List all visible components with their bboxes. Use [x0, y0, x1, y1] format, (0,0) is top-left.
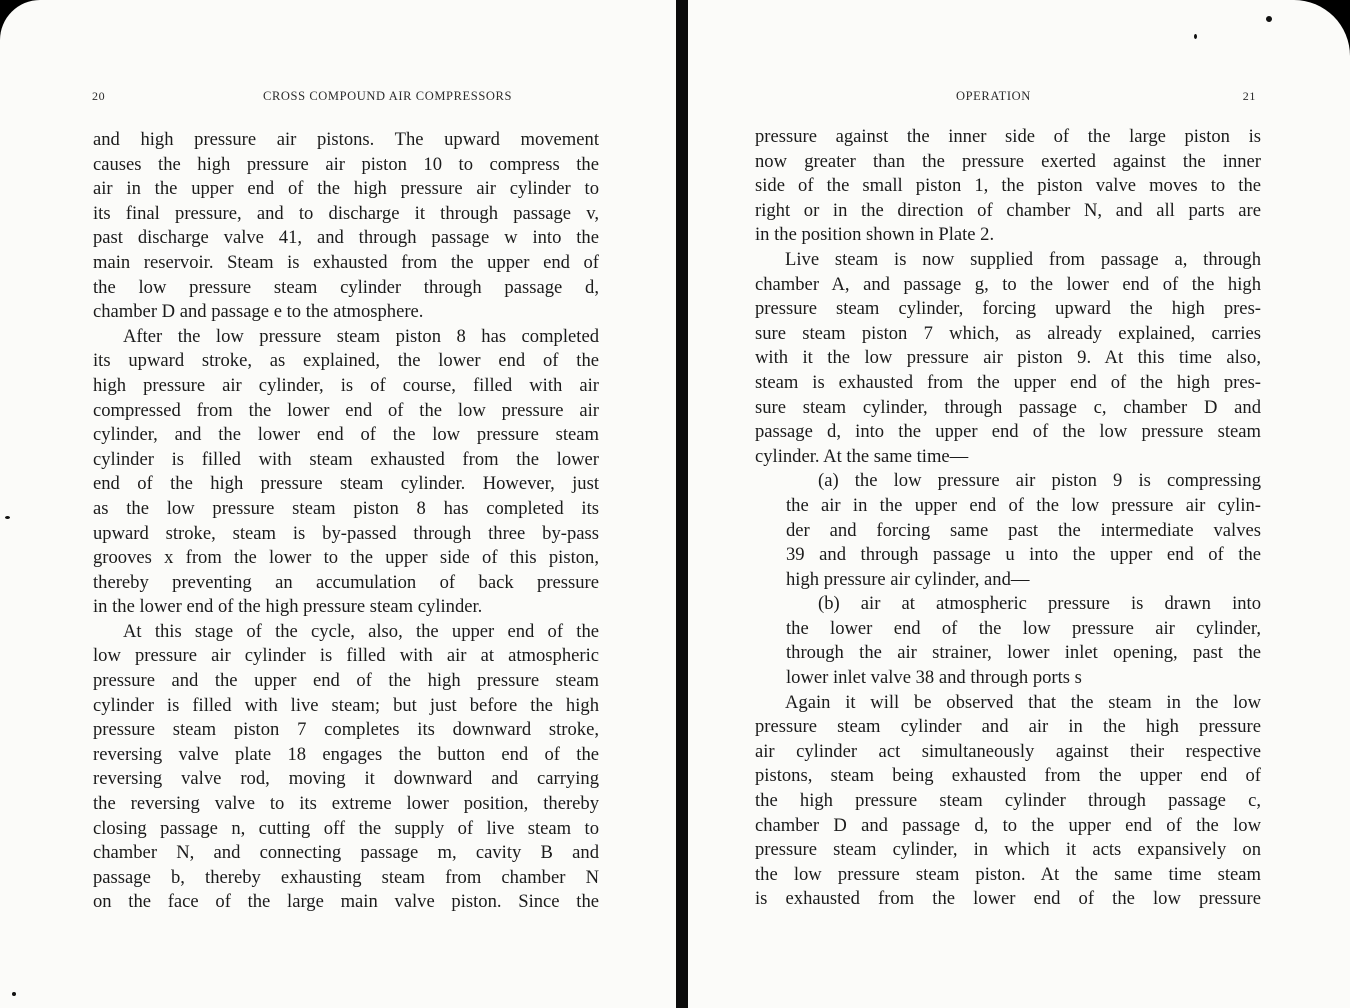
text-line: upward stroke, steam is by-passed through three by-pass: [93, 522, 599, 544]
right-body-text: [755, 125, 1261, 912]
text-line: the reversing valve to its extreme lower position, thereby: [93, 793, 599, 815]
text-line: causes the high pressure air piston 10 to compress the: [93, 153, 599, 175]
text-line: pressure against the inner side of the large piston is: [755, 126, 1261, 147]
text-line: sure steam piston 7 which, as already explained, carries: [755, 322, 1261, 344]
text-line: low pressure air cylinder is filled with air at atmospheric: [93, 645, 599, 667]
text-line: air cylinder act simultaneously against their respective: [755, 740, 1261, 762]
text-line: pressure steam cylinder, forcing upward the high pres-: [755, 298, 1261, 320]
scan-speck: [1266, 16, 1272, 22]
right-running-title: OPERATION: [956, 89, 1031, 103]
text-line: pistons, steam being exhausted from the upper end of: [755, 765, 1261, 787]
text-line: After the low pressure steam piston 8 has completed: [123, 325, 599, 347]
text-line: the low pressure steam piston. At the same time steam: [755, 863, 1261, 885]
text-line: grooves x from the lower to the upper side of this piston,: [93, 547, 599, 569]
text-line: cylinder is filled with steam exhausted from the lower: [93, 448, 599, 470]
text-line: the lower end of the low pressure air cylinder,: [786, 617, 1261, 639]
text-line: is exhausted from the lower end of the low pressure: [755, 888, 1261, 910]
text-line: passage d, into the upper end of the low pressure steam: [755, 421, 1261, 443]
text-line: cylinder, and the lower end of the low pressure steam: [93, 424, 599, 446]
text-line: chamber N, and connecting passage m, cavity B and: [93, 842, 599, 864]
text-line: its upward stroke, as explained, the lower end of the: [93, 350, 599, 372]
text-line: der and forcing same past the intermediate valves: [786, 519, 1261, 541]
text-line: At this stage of the cycle, also, the upper end of the: [123, 620, 599, 642]
text-line: the high pressure steam cylinder through passage c,: [755, 790, 1261, 812]
text-line: right or in the direction of chamber N, and all parts are: [755, 199, 1261, 221]
scan-speck: [1194, 34, 1197, 39]
text-line: (a) the low pressure air piston 9 is compressing: [818, 470, 1261, 492]
left-running-title: CROSS COMPOUND AIR COMPRESSORS: [263, 89, 512, 103]
text-line: end of the high pressure steam cylinder. However, just: [93, 473, 599, 495]
right-page: [688, 0, 1350, 1008]
text-line: and high pressure air pistons. The upward movement: [93, 129, 599, 150]
text-line: cylinder. At the same time—: [755, 445, 969, 467]
text-line: past discharge valve 41, and through passage w into the: [93, 227, 599, 249]
left-page-number: 20: [92, 89, 106, 103]
text-line: on the face of the large main valve piston. Since the: [93, 891, 599, 913]
text-line: sure steam cylinder, through passage c, chamber D and: [755, 396, 1261, 418]
text-line: (b) air at atmospheric pressure is drawn into: [818, 593, 1261, 615]
text-line: 39 and through passage u into the upper end of the: [786, 544, 1261, 566]
text-line: reversing valve rod, moving it downward and carrying: [93, 768, 599, 790]
text-line: main reservoir. Steam is exhausted from the upper end of: [93, 251, 599, 273]
text-line: steam is exhausted from the upper end of the high pres-: [755, 371, 1261, 393]
text-line: reversing valve plate 18 engages the button end of the: [93, 743, 599, 765]
text-line: with it the low pressure air piston 9. At this time also,: [755, 347, 1261, 369]
text-line: now greater than the pressure exerted against the inner: [755, 150, 1261, 172]
text-line: high pressure air cylinder, and—: [786, 568, 1030, 590]
text-line: pressure steam cylinder, in which it acts expansively on: [755, 839, 1261, 861]
text-line: lower inlet valve 38 and through ports s: [786, 667, 1082, 689]
left-running-head: [92, 89, 512, 109]
text-line: air in the upper end of the high pressure air cylinder to: [93, 178, 599, 200]
text-line: its final pressure, and to discharge it through passage v,: [93, 202, 599, 224]
text-line: pressure steam piston 7 completes its downward stroke,: [93, 719, 599, 741]
text-line: the low pressure steam cylinder through passage d,: [93, 276, 599, 298]
text-line: through the air strainer, lower inlet opening, past the: [786, 642, 1261, 664]
right-page-number: 21: [1242, 89, 1256, 103]
text-line: high pressure air cylinder, is of course, filled with air: [93, 374, 599, 396]
text-line: side of the small piston 1, the piston valve moves to the: [755, 175, 1261, 197]
scan-speck: [5, 516, 10, 519]
text-line: compressed from the lower end of the low pressure air: [93, 399, 599, 421]
text-line: in the position shown in Plate 2.: [755, 224, 995, 246]
text-line: the air in the upper end of the low pressure air cylin-: [786, 494, 1261, 516]
text-line: chamber D and passage e to the atmosphere.: [93, 301, 424, 323]
left-body-text: [93, 128, 599, 915]
text-line: passage b, thereby exhausting steam from chamber N: [93, 866, 599, 888]
scan-speck: [12, 992, 16, 996]
right-running-head: [956, 89, 1256, 109]
text-line: thereby preventing an accumulation of back pressure: [93, 571, 599, 593]
text-line: chamber D and passage d, to the upper end of the low: [755, 814, 1261, 836]
text-line: pressure steam cylinder and air in the high pressure: [755, 716, 1261, 738]
text-line: in the lower end of the high pressure steam cylinder.: [93, 596, 483, 618]
book-gutter: [676, 0, 688, 1008]
text-line: chamber A, and passage g, to the lower end of the high: [755, 273, 1261, 295]
text-line: Again it will be observed that the steam in the low: [785, 691, 1261, 713]
text-line: Live steam is now supplied from passage a, through: [785, 248, 1261, 270]
text-line: closing passage n, cutting off the supply of live steam to: [93, 817, 599, 839]
text-line: cylinder is filled with live steam; but just before the high: [93, 694, 599, 716]
text-line: as the low pressure steam piston 8 has completed its: [93, 497, 599, 519]
text-line: pressure and the upper end of the high pressure steam: [93, 670, 599, 692]
